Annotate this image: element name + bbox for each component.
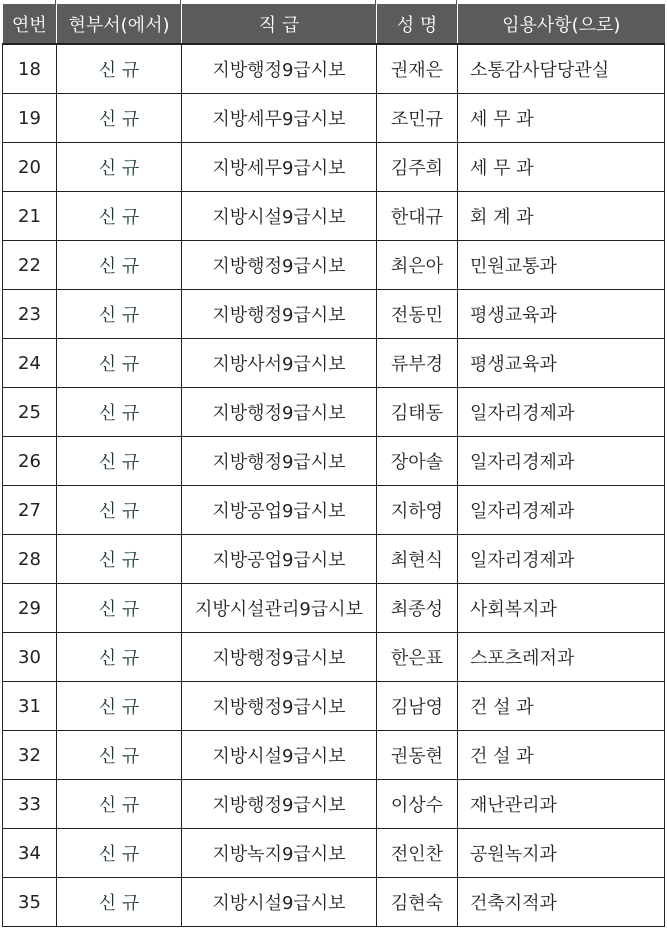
table-row — [3, 486, 665, 535]
appointment-cell: 건축지적과 — [458, 878, 665, 927]
current-department-cell: 신 규 — [57, 682, 182, 731]
table-row — [3, 44, 665, 94]
name-cell: 이상수 — [377, 780, 458, 829]
name-cell: 최종성 — [377, 584, 458, 633]
name-cell: 권동현 — [377, 731, 458, 780]
table-row — [3, 829, 665, 878]
serial-number-cell: 34 — [3, 829, 57, 878]
table-row — [3, 339, 665, 388]
table-row — [3, 682, 665, 731]
table-row — [3, 192, 665, 241]
table-row — [3, 780, 665, 829]
name-cell: 최은아 — [377, 241, 458, 290]
serial-number-cell: 26 — [3, 437, 57, 486]
current-department-cell: 신 규 — [57, 633, 182, 682]
current-department-cell: 신 규 — [57, 241, 182, 290]
grade-cell: 지방시설9급시보 — [182, 192, 377, 241]
grade-cell: 지방행정9급시보 — [182, 388, 377, 437]
table-row — [3, 878, 665, 927]
grade-cell: 지방행정9급시보 — [182, 241, 377, 290]
serial-number-cell: 32 — [3, 731, 57, 780]
appointment-cell: 평생교육과 — [458, 290, 665, 339]
name-cell: 최현식 — [377, 535, 458, 584]
appointment-cell: 소통감사담당관실 — [458, 44, 665, 94]
appointment-cell: 스포츠레저과 — [458, 633, 665, 682]
grade-cell: 지방공업9급시보 — [182, 486, 377, 535]
grade-cell: 지방시설관리9급시보 — [182, 584, 377, 633]
appointment-cell: 세 무 과 — [458, 143, 665, 192]
appointment-cell: 재난관리과 — [458, 780, 665, 829]
serial-number-cell: 30 — [3, 633, 57, 682]
table-row — [3, 584, 665, 633]
serial-number-cell: 28 — [3, 535, 57, 584]
serial-number-cell: 35 — [3, 878, 57, 927]
current-department-cell: 신 규 — [57, 780, 182, 829]
grade-cell: 지방행정9급시보 — [182, 780, 377, 829]
grade-cell: 지방행정9급시보 — [182, 437, 377, 486]
current-department-cell: 신 규 — [57, 878, 182, 927]
table-row — [3, 731, 665, 780]
name-cell: 류부경 — [377, 339, 458, 388]
name-cell: 지하영 — [377, 486, 458, 535]
name-cell: 김태동 — [377, 388, 458, 437]
appointment-cell: 평생교육과 — [458, 339, 665, 388]
name-cell: 전인찬 — [377, 829, 458, 878]
appointment-cell: 회 계 과 — [458, 192, 665, 241]
name-cell: 한은표 — [377, 633, 458, 682]
serial-number-cell: 20 — [3, 143, 57, 192]
appointment-cell: 일자리경제과 — [458, 486, 665, 535]
serial-number-cell: 31 — [3, 682, 57, 731]
current-department-cell: 신 규 — [57, 44, 182, 94]
appointment-table — [2, 4, 665, 927]
name-cell: 김주희 — [377, 143, 458, 192]
header-name: 성 명 — [377, 4, 458, 44]
appointment-cell: 사회복지과 — [458, 584, 665, 633]
current-department-cell: 신 규 — [57, 339, 182, 388]
grade-cell: 지방사서9급시보 — [182, 339, 377, 388]
table-row — [3, 241, 665, 290]
current-department-cell: 신 규 — [57, 731, 182, 780]
table-row — [3, 290, 665, 339]
grade-cell: 지방행정9급시보 — [182, 44, 377, 94]
current-department-cell: 신 규 — [57, 94, 182, 143]
serial-number-cell: 23 — [3, 290, 57, 339]
header-current-department: 현부서(에서) — [57, 4, 182, 44]
name-cell: 김남영 — [377, 682, 458, 731]
grade-cell: 지방시설9급시보 — [182, 878, 377, 927]
grade-cell: 지방행정9급시보 — [182, 290, 377, 339]
name-cell: 김현숙 — [377, 878, 458, 927]
current-department-cell: 신 규 — [57, 290, 182, 339]
appointment-cell: 건 설 과 — [458, 731, 665, 780]
current-department-cell: 신 규 — [57, 388, 182, 437]
header-appointment: 임용사항(으로) — [458, 4, 665, 44]
grade-cell: 지방세무9급시보 — [182, 94, 377, 143]
name-cell: 조민규 — [377, 94, 458, 143]
name-cell: 장아솔 — [377, 437, 458, 486]
serial-number-cell: 22 — [3, 241, 57, 290]
serial-number-cell: 25 — [3, 388, 57, 437]
header-serial-number: 연번 — [3, 4, 57, 44]
serial-number-cell: 21 — [3, 192, 57, 241]
table-row — [3, 388, 665, 437]
grade-cell: 지방공업9급시보 — [182, 535, 377, 584]
table-row — [3, 143, 665, 192]
current-department-cell: 신 규 — [57, 192, 182, 241]
table-row — [3, 535, 665, 584]
header-grade: 직 급 — [182, 4, 377, 44]
appointment-cell: 민원교통과 — [458, 241, 665, 290]
name-cell: 권재은 — [377, 44, 458, 94]
table-row — [3, 437, 665, 486]
appointment-cell: 일자리경제과 — [458, 535, 665, 584]
current-department-cell: 신 규 — [57, 486, 182, 535]
serial-number-cell: 18 — [3, 44, 57, 94]
table-row — [3, 94, 665, 143]
grade-cell: 지방시설9급시보 — [182, 731, 377, 780]
current-department-cell: 신 규 — [57, 829, 182, 878]
appointment-cell: 일자리경제과 — [458, 388, 665, 437]
grade-cell: 지방행정9급시보 — [182, 682, 377, 731]
grade-cell: 지방녹지9급시보 — [182, 829, 377, 878]
grade-cell: 지방행정9급시보 — [182, 633, 377, 682]
serial-number-cell: 27 — [3, 486, 57, 535]
name-cell: 전동민 — [377, 290, 458, 339]
appointment-cell: 건 설 과 — [458, 682, 665, 731]
name-cell: 한대규 — [377, 192, 458, 241]
appointment-cell: 세 무 과 — [458, 94, 665, 143]
current-department-cell: 신 규 — [57, 584, 182, 633]
header-row — [3, 4, 665, 44]
serial-number-cell: 29 — [3, 584, 57, 633]
current-department-cell: 신 규 — [57, 437, 182, 486]
serial-number-cell: 19 — [3, 94, 57, 143]
grade-cell: 지방세무9급시보 — [182, 143, 377, 192]
current-department-cell: 신 규 — [57, 535, 182, 584]
appointment-cell: 공원녹지과 — [458, 829, 665, 878]
appointment-cell: 일자리경제과 — [458, 437, 665, 486]
serial-number-cell: 24 — [3, 339, 57, 388]
serial-number-cell: 33 — [3, 780, 57, 829]
table-body — [3, 44, 665, 927]
current-department-cell: 신 규 — [57, 143, 182, 192]
table-row — [3, 633, 665, 682]
